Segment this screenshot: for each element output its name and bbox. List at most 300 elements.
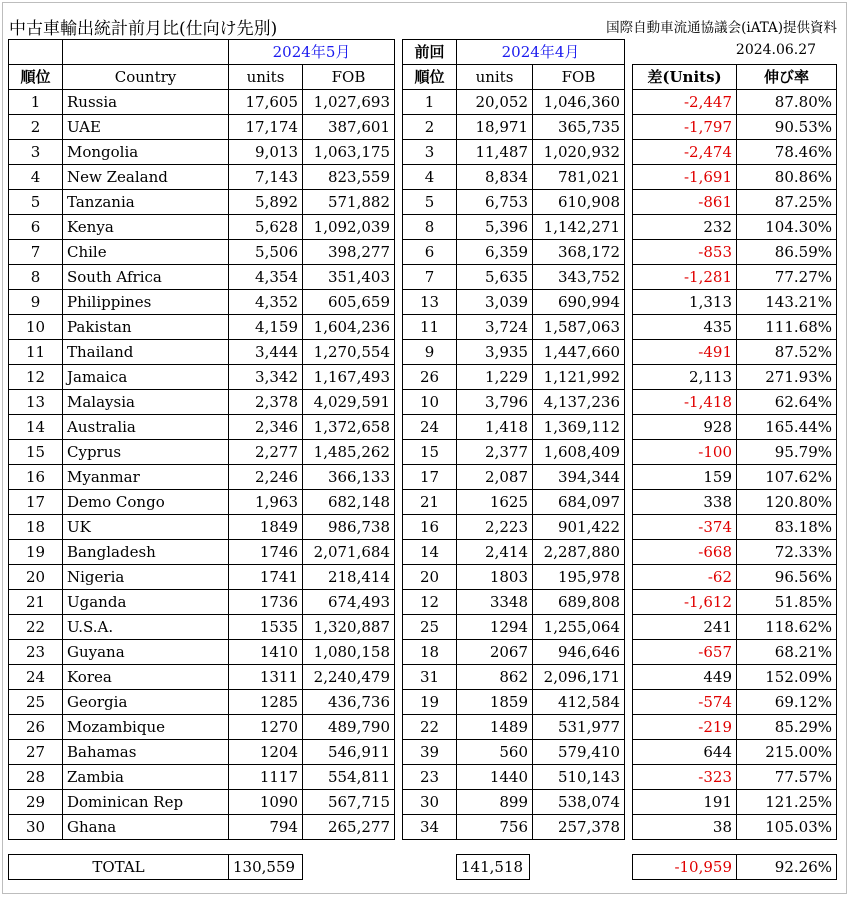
- prev-units-cell: 11,487: [457, 140, 533, 165]
- prev-fob-cell: 689,808: [533, 590, 625, 615]
- diff-cell: -323: [633, 764, 737, 789]
- country-cell: Mozambique: [63, 715, 229, 740]
- table-row: [9, 765, 395, 790]
- diff-cell: 644: [633, 739, 737, 764]
- rank-cell: 4: [9, 165, 63, 190]
- prev-units-cell: 1,418: [457, 415, 533, 440]
- table-row: [403, 90, 625, 115]
- fob-cell: 436,736: [303, 690, 395, 715]
- fob-cell: 366,133: [303, 465, 395, 490]
- prev-rank-cell: 14: [403, 540, 457, 565]
- growth-cell: 271.93%: [737, 364, 837, 389]
- rank-cell: 19: [9, 540, 63, 565]
- fob-cell: 605,659: [303, 290, 395, 315]
- table-row: [9, 415, 395, 440]
- units-cell: 5,628: [229, 215, 303, 240]
- table-row: [403, 590, 625, 615]
- units-cell: 1410: [229, 640, 303, 665]
- table-row: [403, 715, 625, 740]
- rank-header: 順位: [9, 65, 63, 90]
- prev-rank-header: 順位: [403, 65, 457, 90]
- table-row: [9, 565, 395, 590]
- table-row: [633, 139, 837, 164]
- diff-cell: -1,691: [633, 164, 737, 189]
- prev-rank-cell: 8: [403, 215, 457, 240]
- fob-cell: 1,063,175: [303, 140, 395, 165]
- prev-units-cell: 2,414: [457, 540, 533, 565]
- rank-cell: 25: [9, 690, 63, 715]
- country-cell: Russia: [63, 90, 229, 115]
- prev-units-cell: 2,223: [457, 515, 533, 540]
- country-cell: Philippines: [63, 290, 229, 315]
- units-cell: 2,277: [229, 440, 303, 465]
- country-cell: South Africa: [63, 265, 229, 290]
- prev-fob-cell: 195,978: [533, 565, 625, 590]
- fob-cell: 265,277: [303, 815, 395, 840]
- growth-cell: 143.21%: [737, 289, 837, 314]
- may-table: [8, 39, 395, 840]
- fob-cell: 387,601: [303, 115, 395, 140]
- growth-cell: 120.80%: [737, 489, 837, 514]
- country-cell: Bangladesh: [63, 540, 229, 565]
- diff-units-header: 差(Units): [633, 64, 737, 89]
- blank-cell: [9, 40, 63, 65]
- table-row: [9, 790, 395, 815]
- prev-units-cell: 3,935: [457, 340, 533, 365]
- rank-cell: 6: [9, 215, 63, 240]
- table-row: [403, 465, 625, 490]
- diff-cell: -1,418: [633, 389, 737, 414]
- prev-rank-cell: 18: [403, 640, 457, 665]
- units-cell: 1849: [229, 515, 303, 540]
- growth-cell: 111.68%: [737, 314, 837, 339]
- country-cell: Ghana: [63, 815, 229, 840]
- rank-cell: 18: [9, 515, 63, 540]
- table-row: [633, 614, 837, 639]
- rank-cell: 22: [9, 615, 63, 640]
- units-cell: 1736: [229, 590, 303, 615]
- prev-units-cell: 3348: [457, 590, 533, 615]
- prev-fob-cell: 394,344: [533, 465, 625, 490]
- table-row: [403, 440, 625, 465]
- units-cell: 17,174: [229, 115, 303, 140]
- april-table: [402, 39, 625, 840]
- may-period-row: [9, 40, 395, 65]
- table-row: [633, 539, 837, 564]
- table-row: [9, 365, 395, 390]
- table-row: [633, 564, 837, 589]
- total-growth: 92.26%: [737, 855, 837, 880]
- fob-cell: 1,270,554: [303, 340, 395, 365]
- prev-units-header: units: [457, 65, 533, 90]
- table-row: [633, 264, 837, 289]
- table-row: [9, 465, 395, 490]
- may-header-row: [9, 65, 395, 90]
- may-total-table: [8, 854, 303, 880]
- prev-units-cell: 3,039: [457, 290, 533, 315]
- units-cell: 2,246: [229, 465, 303, 490]
- fob-header: FOB: [303, 65, 395, 90]
- prev-units-cell: 8,834: [457, 165, 533, 190]
- diff-cell: -62: [633, 564, 737, 589]
- diff-cell: -100: [633, 439, 737, 464]
- prev-fob-cell: 901,422: [533, 515, 625, 540]
- table-row: [403, 190, 625, 215]
- prev-fob-cell: 368,172: [533, 240, 625, 265]
- table-row: [633, 189, 837, 214]
- prev-units-cell: 6,753: [457, 190, 533, 215]
- table-row: [633, 239, 837, 264]
- prev-fob-cell: 510,143: [533, 765, 625, 790]
- units-cell: 1204: [229, 740, 303, 765]
- fob-cell: 1,372,658: [303, 415, 395, 440]
- fob-cell: 2,071,684: [303, 540, 395, 565]
- table-row: [9, 90, 395, 115]
- table-row: [403, 415, 625, 440]
- diff-cell: -2,474: [633, 139, 737, 164]
- table-row: [403, 490, 625, 515]
- table-row: [9, 715, 395, 740]
- prev-rank-cell: 23: [403, 765, 457, 790]
- table-row: [633, 714, 837, 739]
- table-row: [633, 339, 837, 364]
- country-cell: Mongolia: [63, 140, 229, 165]
- growth-cell: 83.18%: [737, 514, 837, 539]
- april-total-table: [456, 854, 530, 880]
- prev-rank-cell: 13: [403, 290, 457, 315]
- units-header: units: [229, 65, 303, 90]
- table-row: [403, 365, 625, 390]
- table-row: [633, 514, 837, 539]
- may-period: 2024年5月: [229, 40, 395, 65]
- units-cell: 17,605: [229, 90, 303, 115]
- diff-cell: 191: [633, 789, 737, 814]
- diff-cell: 449: [633, 664, 737, 689]
- prev-units-cell: 1489: [457, 715, 533, 740]
- rank-cell: 15: [9, 440, 63, 465]
- table-row: [633, 739, 837, 764]
- diff-cell: 1,313: [633, 289, 737, 314]
- prev-fob-cell: 1,608,409: [533, 440, 625, 465]
- units-cell: 2,346: [229, 415, 303, 440]
- prev-rank-cell: 16: [403, 515, 457, 540]
- growth-cell: 85.29%: [737, 714, 837, 739]
- rank-cell: 27: [9, 740, 63, 765]
- table-row: [9, 115, 395, 140]
- prev-fob-cell: 257,378: [533, 815, 625, 840]
- prev-rank-cell: 1: [403, 90, 457, 115]
- table-row: [403, 265, 625, 290]
- table-row: [9, 390, 395, 415]
- rank-cell: 9: [9, 290, 63, 315]
- growth-cell: 80.86%: [737, 164, 837, 189]
- diff-cell: -861: [633, 189, 737, 214]
- country-cell: Guyana: [63, 640, 229, 665]
- units-cell: 5,892: [229, 190, 303, 215]
- difference-total-table: [632, 854, 837, 880]
- country-cell: Thailand: [63, 340, 229, 365]
- prev-fob-cell: 531,977: [533, 715, 625, 740]
- prev-units-cell: 1625: [457, 490, 533, 515]
- country-cell: Georgia: [63, 690, 229, 715]
- fob-cell: 2,240,479: [303, 665, 395, 690]
- prev-rank-cell: 11: [403, 315, 457, 340]
- growth-cell: 51.85%: [737, 589, 837, 614]
- table-row: [9, 515, 395, 540]
- diff-cell: -374: [633, 514, 737, 539]
- prev-units-cell: 1859: [457, 690, 533, 715]
- table-row: [403, 115, 625, 140]
- rank-cell: 3: [9, 140, 63, 165]
- units-cell: 5,506: [229, 240, 303, 265]
- country-cell: Dominican Rep: [63, 790, 229, 815]
- growth-cell: 95.79%: [737, 439, 837, 464]
- prev-fob-cell: 1,142,271: [533, 215, 625, 240]
- diff-cell: 338: [633, 489, 737, 514]
- table-row: [9, 590, 395, 615]
- fob-cell: 1,320,887: [303, 615, 395, 640]
- total-diff: -10,959: [633, 855, 737, 880]
- units-cell: 7,143: [229, 165, 303, 190]
- diff-cell: -1,281: [633, 264, 737, 289]
- table-row: [633, 664, 837, 689]
- table-row: [633, 789, 837, 814]
- table-row: [403, 340, 625, 365]
- units-cell: 2,378: [229, 390, 303, 415]
- table-row: [9, 190, 395, 215]
- prev-fob-cell: 1,046,360: [533, 90, 625, 115]
- prev-fob-cell: 4,137,236: [533, 390, 625, 415]
- fob-cell: 398,277: [303, 240, 395, 265]
- blank-cell: [63, 40, 229, 65]
- units-cell: 9,013: [229, 140, 303, 165]
- prev-rank-cell: 15: [403, 440, 457, 465]
- prev-rank-cell: 3: [403, 140, 457, 165]
- prev-rank-cell: 31: [403, 665, 457, 690]
- prev-units-cell: 3,724: [457, 315, 533, 340]
- table-row: [9, 815, 395, 840]
- table-row: [633, 114, 837, 139]
- table-row: [633, 214, 837, 239]
- total-label: TOTAL: [9, 855, 229, 880]
- prev-rank-cell: 6: [403, 240, 457, 265]
- prev-fob-cell: 2,287,880: [533, 540, 625, 565]
- table-row: [9, 440, 395, 465]
- growth-cell: 77.27%: [737, 264, 837, 289]
- prev-units-cell: 756: [457, 815, 533, 840]
- table-row: [633, 464, 837, 489]
- prev-fob-cell: 610,908: [533, 190, 625, 215]
- fob-cell: 218,414: [303, 565, 395, 590]
- table-row: [9, 615, 395, 640]
- prev-fob-cell: 1,369,112: [533, 415, 625, 440]
- table-row: [633, 89, 837, 114]
- units-cell: 3,444: [229, 340, 303, 365]
- table-row: [9, 740, 395, 765]
- units-cell: 1746: [229, 540, 303, 565]
- growth-cell: 90.53%: [737, 114, 837, 139]
- prev-rank-cell: 21: [403, 490, 457, 515]
- table-row: [633, 314, 837, 339]
- prev-fob-cell: 1,255,064: [533, 615, 625, 640]
- table-row: [403, 790, 625, 815]
- fob-cell: 1,080,158: [303, 640, 395, 665]
- prev-rank-cell: 12: [403, 590, 457, 615]
- rank-cell: 2: [9, 115, 63, 140]
- prev-units-cell: 560: [457, 740, 533, 765]
- report-date: 2024.06.27: [735, 42, 817, 58]
- units-cell: 3,342: [229, 365, 303, 390]
- growth-cell: 68.21%: [737, 639, 837, 664]
- table-row: [403, 240, 625, 265]
- table-row: [633, 639, 837, 664]
- table-row: [9, 165, 395, 190]
- growth-cell: 152.09%: [737, 664, 837, 689]
- table-row: [403, 290, 625, 315]
- table-row: [9, 490, 395, 515]
- prev-units-cell: 899: [457, 790, 533, 815]
- prev-units-cell: 5,635: [457, 265, 533, 290]
- units-cell: 1285: [229, 690, 303, 715]
- country-cell: Demo Congo: [63, 490, 229, 515]
- table-row: [633, 364, 837, 389]
- table-row: [633, 414, 837, 439]
- growth-header: 伸び率: [737, 64, 837, 89]
- diff-cell: 241: [633, 614, 737, 639]
- table-row: [9, 340, 395, 365]
- rank-cell: 30: [9, 815, 63, 840]
- country-cell: Zambia: [63, 765, 229, 790]
- table-row: [633, 589, 837, 614]
- prev-rank-cell: 30: [403, 790, 457, 815]
- fob-cell: 4,029,591: [303, 390, 395, 415]
- growth-cell: 121.25%: [737, 789, 837, 814]
- rank-cell: 20: [9, 565, 63, 590]
- table-row: [403, 140, 625, 165]
- prev-rank-cell: 19: [403, 690, 457, 715]
- rank-cell: 26: [9, 715, 63, 740]
- diff-cell: 38: [633, 814, 737, 839]
- prev-rank-cell: 17: [403, 465, 457, 490]
- prev-units-cell: 20,052: [457, 90, 533, 115]
- diff-cell: 2,113: [633, 364, 737, 389]
- table-row: [633, 389, 837, 414]
- growth-cell: 96.56%: [737, 564, 837, 589]
- prev-units-cell: 1803: [457, 565, 533, 590]
- diff-cell: 159: [633, 464, 737, 489]
- growth-cell: 215.00%: [737, 739, 837, 764]
- table-row: [403, 215, 625, 240]
- diff-cell: -219: [633, 714, 737, 739]
- units-cell: 1,963: [229, 490, 303, 515]
- table-row: [633, 289, 837, 314]
- prev-fob-header: FOB: [533, 65, 625, 90]
- prev-fob-cell: 365,735: [533, 115, 625, 140]
- table-row: [633, 764, 837, 789]
- fob-cell: 1,167,493: [303, 365, 395, 390]
- rank-cell: 24: [9, 665, 63, 690]
- table-row: [403, 615, 625, 640]
- prev-units-cell: 1294: [457, 615, 533, 640]
- units-cell: 1741: [229, 565, 303, 590]
- country-cell: Bahamas: [63, 740, 229, 765]
- difference-total-row: [633, 855, 837, 880]
- table-row: [403, 765, 625, 790]
- growth-cell: 104.30%: [737, 214, 837, 239]
- prev-rank-cell: 20: [403, 565, 457, 590]
- prev-rank-cell: 10: [403, 390, 457, 415]
- country-cell: Cyprus: [63, 440, 229, 465]
- prev-rank-cell: 4: [403, 165, 457, 190]
- difference-date-row: [633, 39, 837, 64]
- rank-cell: 21: [9, 590, 63, 615]
- rank-cell: 5: [9, 190, 63, 215]
- fob-cell: 554,811: [303, 765, 395, 790]
- prev-units-cell: 2,377: [457, 440, 533, 465]
- country-cell: Myanmar: [63, 465, 229, 490]
- country-cell: Malaysia: [63, 390, 229, 415]
- fob-cell: 823,559: [303, 165, 395, 190]
- report-title: 中古車輸出統計前月比(仕向け先別): [9, 19, 278, 39]
- prev-rank-cell: 26: [403, 365, 457, 390]
- diff-cell: -491: [633, 339, 737, 364]
- growth-cell: 77.57%: [737, 764, 837, 789]
- fob-cell: 546,911: [303, 740, 395, 765]
- country-cell: Jamaica: [63, 365, 229, 390]
- diff-cell: 232: [633, 214, 737, 239]
- fob-cell: 1,485,262: [303, 440, 395, 465]
- diff-cell: 435: [633, 314, 737, 339]
- blank-cell: [737, 39, 837, 64]
- table-row: [9, 540, 395, 565]
- units-cell: 1535: [229, 615, 303, 640]
- prev-fob-cell: 412,584: [533, 690, 625, 715]
- diff-cell: -668: [633, 539, 737, 564]
- table-row: [403, 165, 625, 190]
- growth-cell: 105.03%: [737, 814, 837, 839]
- prev-fob-cell: 538,074: [533, 790, 625, 815]
- table-row: [633, 164, 837, 189]
- growth-cell: 78.46%: [737, 139, 837, 164]
- table-row: [9, 215, 395, 240]
- rank-cell: 28: [9, 765, 63, 790]
- rank-cell: 12: [9, 365, 63, 390]
- diff-cell: -574: [633, 689, 737, 714]
- rank-cell: 29: [9, 790, 63, 815]
- total-prev-units: 141,518: [457, 855, 530, 880]
- table-row: [403, 515, 625, 540]
- prev-rank-cell: 34: [403, 815, 457, 840]
- table-row: [403, 540, 625, 565]
- units-cell: 4,354: [229, 265, 303, 290]
- growth-cell: 62.64%: [737, 389, 837, 414]
- prev-label: 前回: [403, 40, 457, 65]
- table-row: [633, 689, 837, 714]
- prev-units-cell: 2,087: [457, 465, 533, 490]
- fob-cell: 1,027,693: [303, 90, 395, 115]
- april-header-row: [403, 65, 625, 90]
- rank-cell: 8: [9, 265, 63, 290]
- table-row: [9, 290, 395, 315]
- fob-cell: 674,493: [303, 590, 395, 615]
- prev-rank-cell: 22: [403, 715, 457, 740]
- table-row: [403, 690, 625, 715]
- table-row: [9, 315, 395, 340]
- prev-fob-cell: 343,752: [533, 265, 625, 290]
- rank-cell: 16: [9, 465, 63, 490]
- growth-cell: 87.25%: [737, 189, 837, 214]
- units-cell: 1117: [229, 765, 303, 790]
